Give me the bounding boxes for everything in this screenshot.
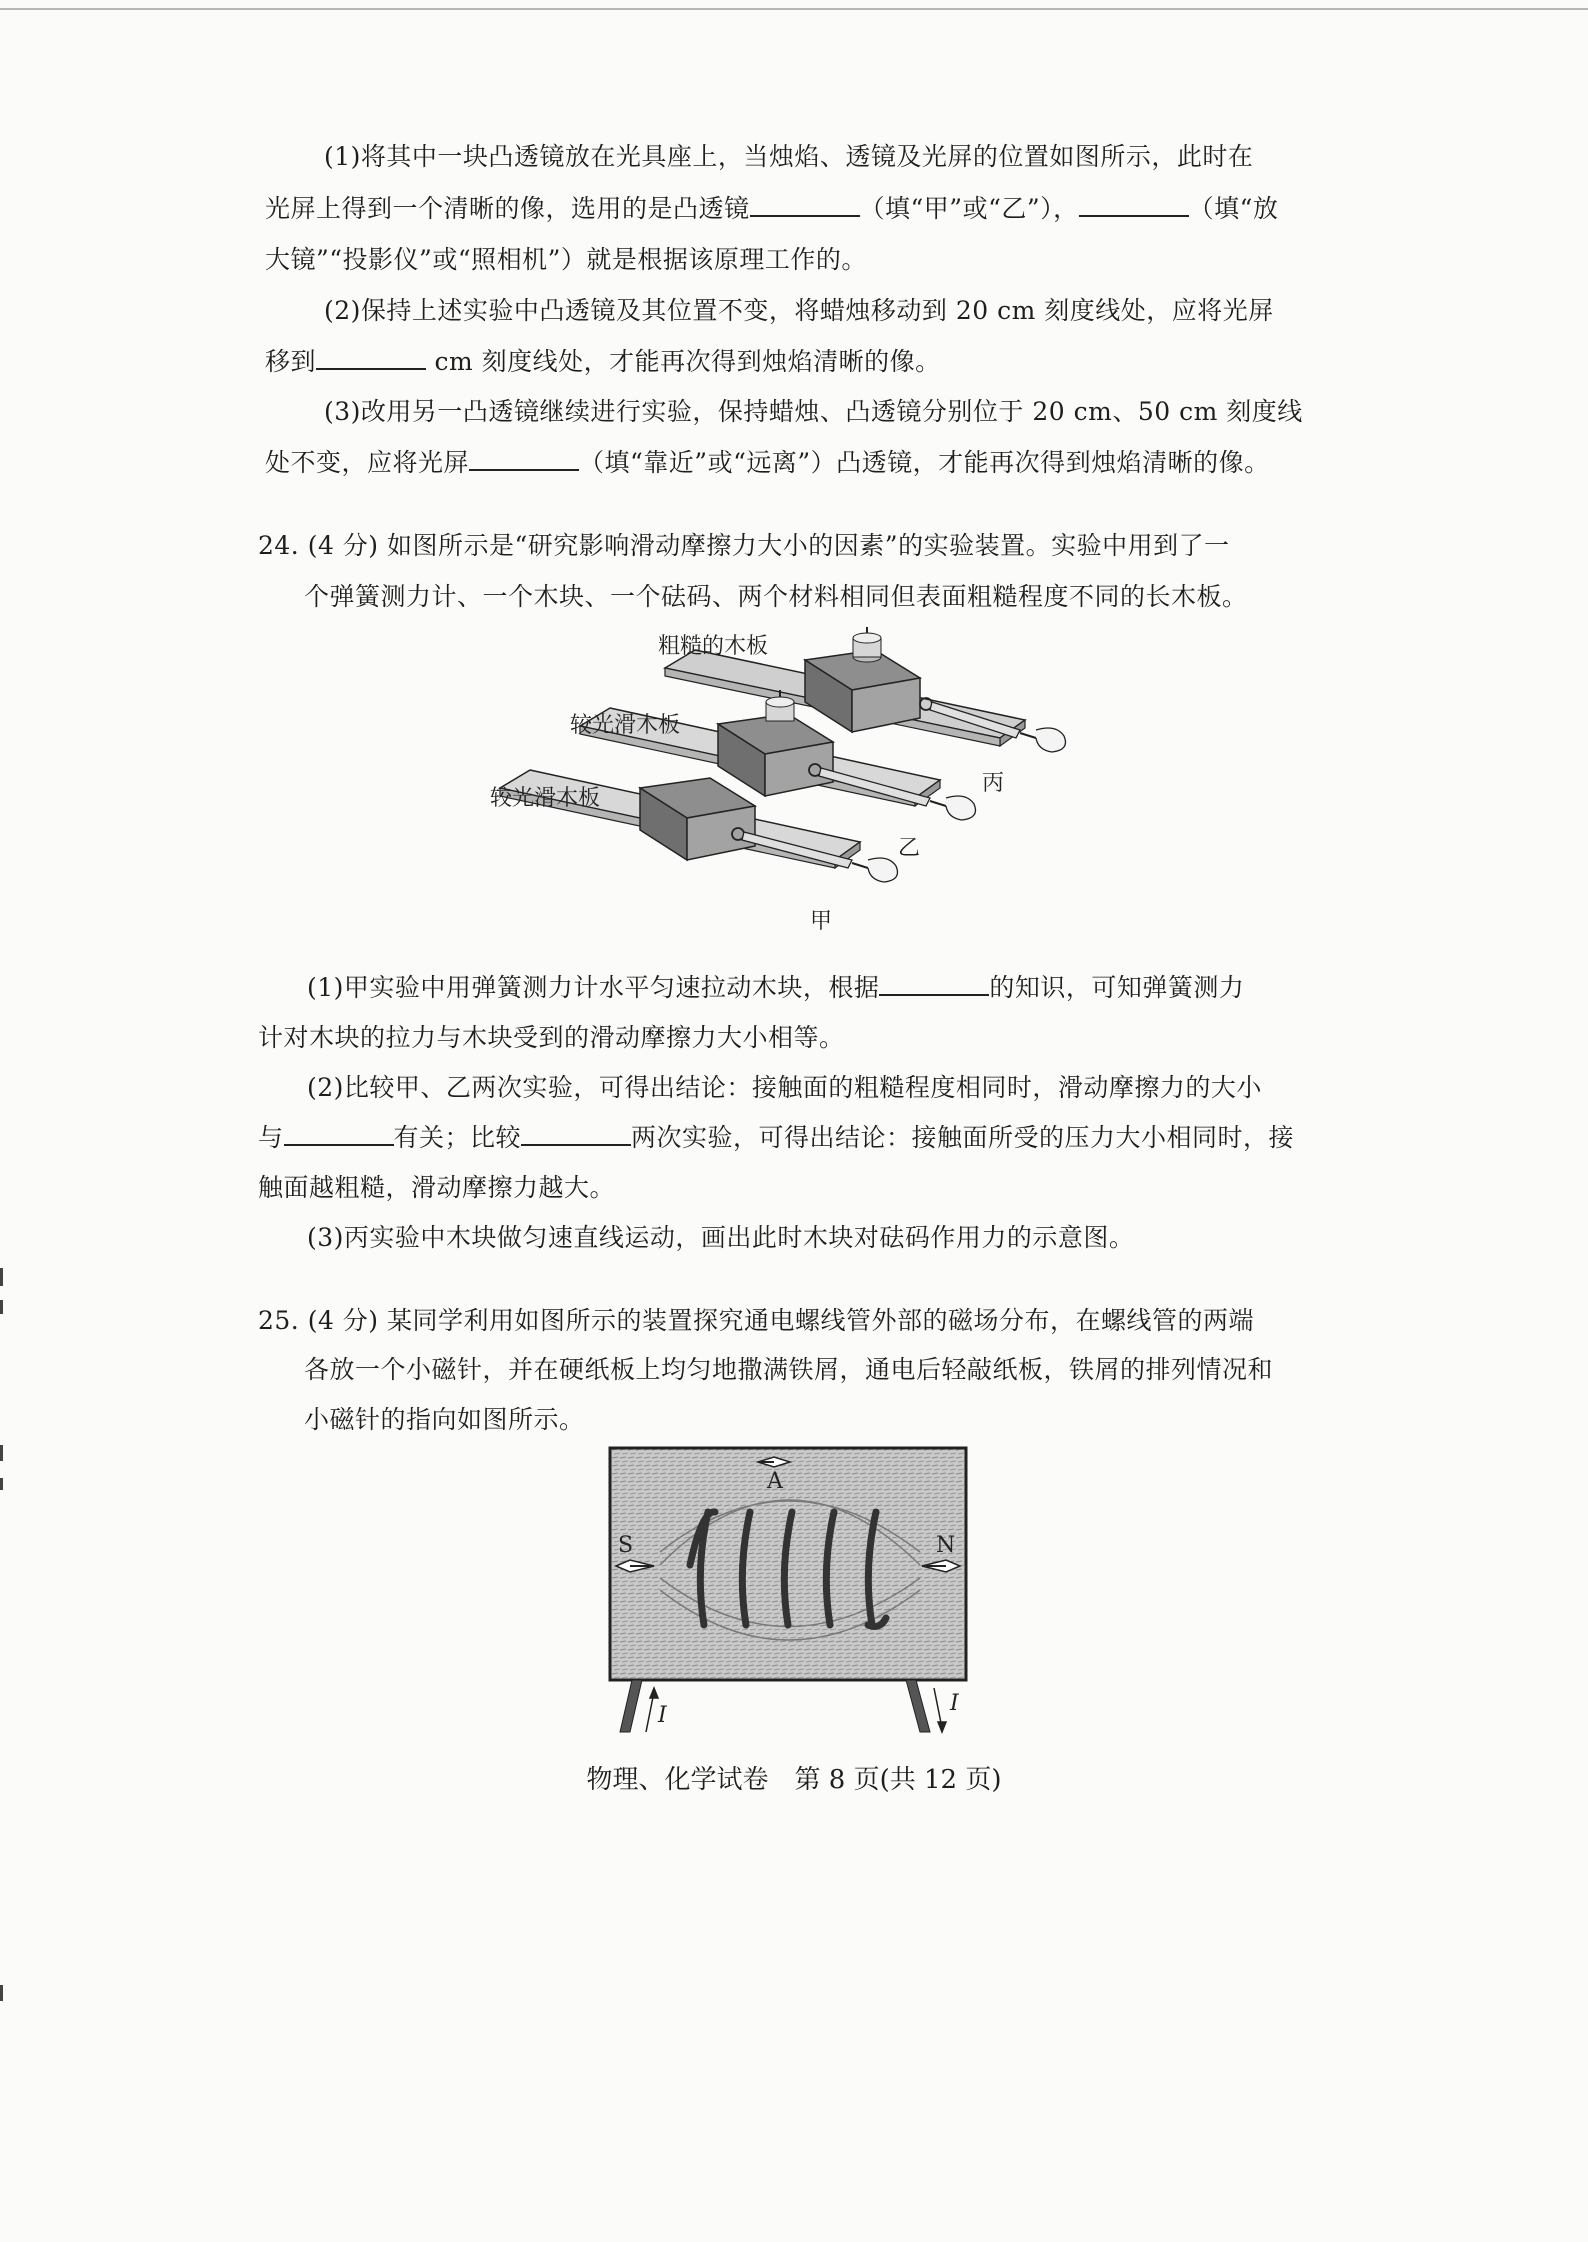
q24-p2-line2 xyxy=(258,1113,1294,1163)
q25-stem-line2: 各放一个小磁针，并在硬纸板上均匀地撒满铁屑，通电后轻敲纸板，铁屑的排列情况和 xyxy=(304,1355,1274,1384)
q24-p1-line2: 计对木块的拉力与木块受到的滑动摩擦力大小相等。 xyxy=(258,1023,845,1052)
label-bing: 丙 xyxy=(982,771,1005,796)
label-current-right: I xyxy=(950,1691,959,1716)
q24-blank-2[interactable] xyxy=(284,1118,394,1146)
q24-p1-line1-text-b: 的知识，可知弹簧测力 xyxy=(989,973,1245,1002)
q24-p2-line2-text-c: 两次实验，可得出结论：接触面所受的压力大小相同时，接 xyxy=(631,1123,1295,1152)
q24-stem-line1: 24. (4 分) 如图所示是“研究影响滑动摩擦力大小的因素”的实验装置。实验中用到了一 xyxy=(258,531,1230,560)
label-current-left: I xyxy=(658,1703,667,1728)
q24-p1-line1-text-a: (1)甲实验中用弹簧测力计水平匀速拉动木块，根据 xyxy=(307,973,880,1002)
label-S: S xyxy=(618,1533,634,1558)
q24-p1-line1 xyxy=(307,963,1244,1013)
q23-p1-line2-text-c: （填“放 xyxy=(1188,194,1279,223)
q24-p3-line1: (3)丙实验中木块做匀速直线运动，画出此时木块对砝码作用力的示意图。 xyxy=(307,1223,1135,1252)
label-smooth-board-1: 较光滑木板 xyxy=(570,713,681,738)
label-yi: 乙 xyxy=(898,836,921,861)
q23-blank-2[interactable] xyxy=(1079,189,1189,217)
q23-p2-line2-text-b: cm 刻度线处，才能再次得到烛焰清晰的像。 xyxy=(434,347,941,376)
q23-p3-line1: (3)改用另一凸透镜继续进行实验，保持蜡烛、凸透镜分别位于 20 cm、50 cm 刻度线 xyxy=(324,397,1303,426)
q23-p3-line2 xyxy=(265,438,1270,488)
q23-p1-line1: (1)将其中一块凸透镜放在光具座上，当烛焰、透镜及光屏的位置如图所示，此时在 xyxy=(324,142,1254,171)
label-rough-board: 粗糙的木板 xyxy=(658,634,769,659)
q24-p2-line3: 触面越粗糙，滑动摩擦力越大。 xyxy=(258,1173,616,1202)
q23-p1-line3: 大镜”“投影仪”或“照相机”）就是根据该原理工作的。 xyxy=(265,245,867,274)
q23-p3-line2-text-a: 处不变，应将光屏 xyxy=(265,448,470,477)
q23-p1-line2-text-b: （填“甲”或“乙”）， xyxy=(859,194,1079,223)
q24-blank-3[interactable] xyxy=(521,1118,631,1146)
margin-mark xyxy=(0,1478,3,1490)
label-jia: 甲 xyxy=(810,909,833,934)
block-jia xyxy=(640,778,755,860)
q23-p3-line2-text-b: （填“靠近”或“远离”）凸透镜，才能再次得到烛焰清晰的像。 xyxy=(579,448,1270,477)
page-top-edge xyxy=(0,8,1588,10)
margin-mark xyxy=(0,1445,3,1461)
q25-stem-line3: 小磁针的指向如图所示。 xyxy=(304,1405,585,1434)
q23-blank-1[interactable] xyxy=(750,189,860,217)
q25-stem-line1: 25. (4 分) 某同学利用如图所示的装置探究通电螺线管外部的磁场分布，在螺线管的两端 xyxy=(258,1306,1255,1335)
margin-mark xyxy=(0,1985,3,2001)
q24-blank-1[interactable] xyxy=(879,968,989,996)
solenoid-figure xyxy=(580,1440,1000,1740)
q24-stem-line2: 个弹簧测力计、一个木块、一个砝码、两个材料相同但表面粗糙程度不同的长木板。 xyxy=(304,582,1248,611)
label-A: A xyxy=(767,1469,783,1494)
current-arrows xyxy=(646,1688,946,1732)
q24-p2-line2-text-a: 与 xyxy=(258,1123,284,1152)
q24-p2-line2-text-b: 有关；比较 xyxy=(393,1123,522,1152)
page-footer: 物理、化学试卷 第 8 页(共 12 页) xyxy=(586,1765,1002,1795)
friction-experiment-figure xyxy=(480,620,1100,950)
margin-mark xyxy=(0,1268,3,1286)
q23-p1-line2-text-a: 光屏上得到一个清晰的像，选用的是凸透镜 xyxy=(265,194,750,223)
q23-p1-line2 xyxy=(265,184,1278,234)
margin-mark xyxy=(0,1300,3,1314)
q23-p2-line1: (2)保持上述实验中凸透镜及其位置不变，将蜡烛移动到 20 cm 刻度线处，应将光屏 xyxy=(324,296,1274,325)
q23-p2-line2-text-a: 移到 xyxy=(265,347,317,376)
label-smooth-board-2: 较光滑木板 xyxy=(490,786,601,811)
label-N: N xyxy=(936,1533,956,1558)
q23-blank-4[interactable] xyxy=(469,443,579,471)
block-bing xyxy=(805,627,920,732)
q24-p2-line1: (2)比较甲、乙两次实验，可得出结论：接触面的粗糙程度相同时，滑动摩擦力的大小 xyxy=(307,1073,1262,1102)
q23-p2-line2 xyxy=(265,337,941,387)
q23-blank-3[interactable] xyxy=(316,342,426,370)
